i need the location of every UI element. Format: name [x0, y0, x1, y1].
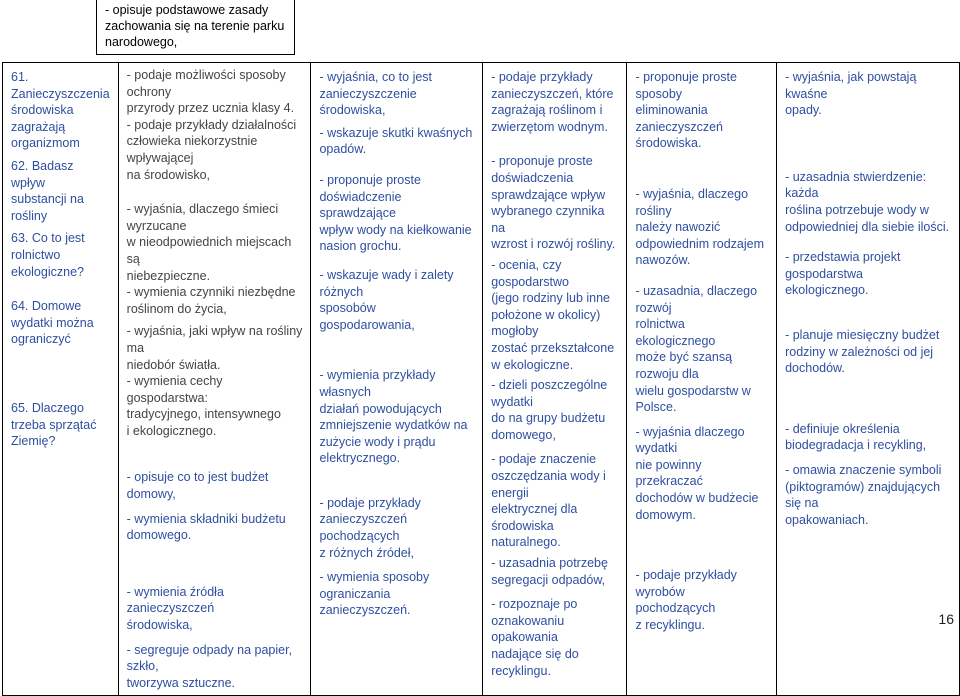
col2-paragraph: - wskazuje skutki kwaśnych opadów. — [319, 125, 473, 157]
col5-paragraph: - omawia znaczenie symboli (piktogramów) znajdujących się na opakowaniach. — [785, 462, 942, 527]
requirements-column-5 — [777, 63, 960, 696]
col1-paragraph: - wymienia źródła zanieczyszczeń środowiska, — [126, 584, 224, 633]
col1-paragraph: - podaje możliwości sposoby ochrony przyrody przez ucznia klasy 4. - podaje przykłady działalności człowieka niekorzystnie wpływającej na środowisko, — [126, 68, 297, 182]
col4-paragraph: - uzasadnia, dlaczego rozwój rolnictwa ekologicznego może być szansą rozwoju dla wielu gospodarstw w Polsce. — [635, 283, 758, 415]
col3-paragraph: - podaje przykłady zanieczyszczeń, które zagrażają roślinom i zwierzętom wodnym. — [491, 70, 614, 134]
requirements-column-3 — [483, 63, 627, 696]
table-row — [3, 63, 960, 696]
topic-61: 61. Zanieczyszczenia środowiska zagrażają organizmom — [11, 70, 110, 151]
col5-paragraph: - wyjaśnia, jak powstają kwaśne opady. — [785, 70, 917, 118]
requirements-column-4 — [627, 63, 777, 696]
col1-paragraph: - segreguje odpady na papier, szkło, tworzywa sztuczne. — [126, 642, 293, 690]
requirements-column-2 — [311, 63, 483, 696]
curriculum-table — [2, 62, 960, 696]
col5-paragraph: - uzasadnia stwierdzenie: każda roślina potrzebuje wody w odpowiedniej dla siebie ilości. — [785, 169, 950, 234]
col3-paragraph: - ocenia, czy gospodarstwo (jego rodziny lub inne położone w okolicy) mogłoby zostać przekształcone w ekologiczne. — [491, 257, 615, 372]
col4-paragraph: - wyjaśnia dlaczego wydatki nie powinny przekraczać dochodów w budżecie domowym. — [635, 424, 759, 522]
topic-64: 64. Domowe wydatki można ograniczyć — [11, 299, 94, 347]
top-cell-paragraph: - opisuje podstawowe zasady zachowania się na terenie parku narodowego, — [105, 3, 285, 49]
col5-paragraph: - planuje miesięczny budżet rodziny w zależności od jej dochodów. — [785, 327, 940, 376]
col3-paragraph: - podaje znaczenie oszczędzania wody i energii elektrycznej dla środowiska naturalnego. — [491, 452, 606, 550]
topic-62: 62. Badasz wpływ substancji na rośliny — [11, 158, 84, 223]
col1-paragraph: - wyjaśnia, jaki wpływ na rośliny ma niedobór światła. - wymienia cechy gospodarstwa: tradycyjnego, intensywnego i ekologicznego. — [126, 324, 303, 438]
col2-paragraph: - proponuje proste doświadczenie sprawdzające wpływ wody na kiełkowanie nasion grochu. — [319, 172, 472, 254]
col4-paragraph: - proponuje proste sposoby eliminowania zanieczyszczeń środowiska. — [635, 70, 737, 151]
col1-paragraph: - wymienia składniki budżetu domowego. — [126, 511, 286, 543]
col3-paragraph: - rozpoznaje po oznakowaniu opakowania nadające się do recyklingu. — [491, 597, 579, 678]
topic-65: 65. Dlaczego trzeba sprzątać Ziemię? — [11, 400, 97, 449]
col4-paragraph: - podaje przykłady wyrobów pochodzących z recyklingu. — [635, 568, 737, 633]
col4-paragraph: - wyjaśnia, dlaczego rośliny należy nawozić odpowiednim rodzajem nawozów. — [635, 186, 765, 268]
col2-paragraph: - wymienia przykłady własnych działań powodujących zmniejszenie wydatków na zużycie wody i prądu elektrycznego. — [319, 368, 468, 466]
col3-paragraph: - uzasadnia potrzebę segregacji odpadów, — [491, 556, 608, 587]
col2-paragraph: - podaje przykłady zanieczyszczeń pochodzących z różnych źródeł, — [319, 495, 421, 560]
topic-63: 63. Co to jest rolnictwo ekologiczne? — [11, 231, 85, 279]
col3-paragraph: - proponuje proste doświadczenia sprawdzające wpływ wybranego czynnika na wzrost i rozwój rośliny. — [491, 154, 616, 252]
topic-column-cell — [3, 63, 119, 696]
col1-paragraph: - wyjaśnia, dlaczego śmieci wyrzucane w nieodpowiednich miejscach są niebezpieczne. - wymienia czynniki niezbędne roślinom do życia, — [126, 202, 296, 316]
col2-paragraph: - wyjaśnia, co to jest zanieczyszczenie środowiska, — [319, 70, 433, 118]
col5-paragraph: - przedstawia projekt gospodarstwa ekologicznego. — [785, 250, 901, 298]
col2-paragraph: - wymienia sposoby ograniczania zanieczyszczeń. — [319, 570, 430, 618]
top-cell-text — [96, 0, 295, 55]
col1-paragraph: - opisuje co to jest budżet domowy, — [126, 470, 272, 502]
page-number: 16 — [938, 611, 954, 627]
requirements-column-1 — [118, 63, 311, 696]
col5-paragraph: - definiuje określenia biodegradacja i recykling, — [785, 421, 927, 453]
col2-paragraph: - wskazuje wady i zalety różnych sposobów gospodarowania, — [319, 267, 454, 332]
col3-paragraph: - dzieli poszczególne wydatki do na grupy budżetu domowego, — [491, 378, 608, 442]
